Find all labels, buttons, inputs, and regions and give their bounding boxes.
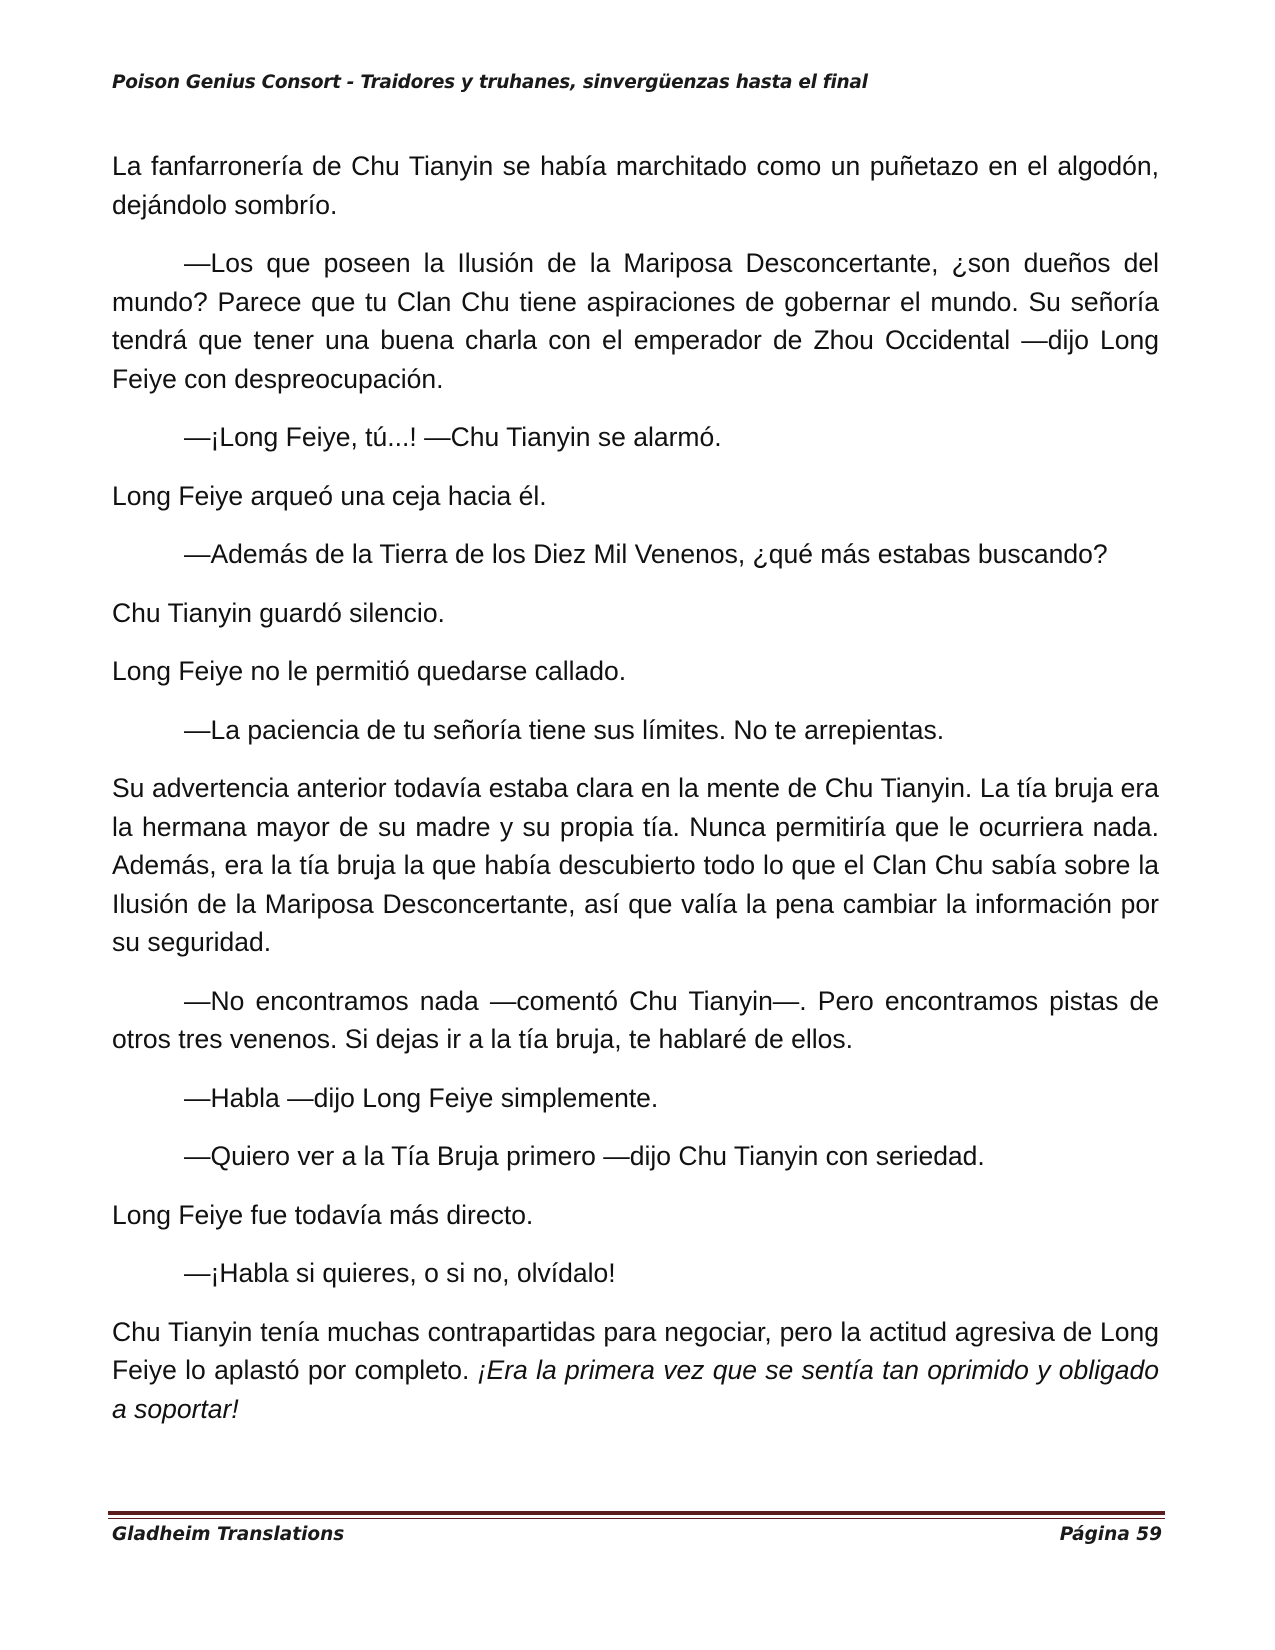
last-paragraph-text: Chu Tianyin tenía muchas contrapartidas para negociar, pero la actitud agresiva de Long Feiye lo aplastó por completo. (112, 1316, 1159, 1385)
paragraph: —¡Habla si quieres, o si no, olvídalo! (184, 1258, 616, 1288)
paragraph: Su advertencia anterior todavía estaba clara en la mente de Chu Tianyin. La tía bruja era la hermana mayor de su madre y su propia tía. Nunca permitiría que le ocurriera nada. Además, era la tía bruja la que había descubierto todo lo que el Clan Chu sabía sobre la Ilusión de la Mariposa Desconcertante, así que valía la pena cambiar la información por su seguridad. (112, 773, 1159, 957)
footer-rule-thick (108, 1511, 1165, 1515)
document-body (112, 147, 1159, 1448)
footer-translator: Gladheim Translations (112, 1524, 345, 1545)
running-header: Poison Genius Consort - Traidores y truhanes, sinvergüenzas hasta el final (112, 72, 868, 93)
paragraph: —La paciencia de tu señoría tiene sus límites. No te arrepientas. (184, 714, 945, 745)
paragraph: Long Feiye no le permitió quedarse callado. (112, 656, 627, 686)
paragraph: —¡Long Feiye, tú...! —Chu Tianyin se alarmó. (184, 422, 722, 452)
paragraph: Long Feiye arqueó una ceja hacia él. (112, 480, 547, 511)
paragraph: —Habla —dijo Long Feiye simplemente. (184, 1082, 659, 1113)
paragraph: —Los que poseen la Ilusión de la Mariposa Desconcertante, ¿son dueños del mundo? Parece que tu Clan Chu tiene aspiraciones de gobernar el mundo. Su señoría tendrá que tener una buena charla con el emperador de Zhou Occidental —dijo Long Feiye con despreocupación. (112, 248, 1159, 394)
last-paragraph (112, 1313, 1159, 1429)
footer-page-number: Página 59 (1059, 1524, 1162, 1545)
paragraph: Chu Tianyin guardó silencio. (112, 597, 445, 628)
paragraph: —Quiero ver a la Tía Bruja primero —dijo Chu Tianyin con seriedad. (184, 1141, 985, 1171)
paragraph: —Además de la Tierra de los Diez Mil Venenos, ¿qué más estabas buscando? (184, 539, 1108, 569)
paragraph: Long Feiye fue todavía más directo. (112, 1199, 534, 1230)
paragraph: —No encontramos nada —comentó Chu Tianyin—. Pero encontramos pistas de otros tres venenos. Si dejas ir a la tía bruja, te hablaré de ellos. (112, 985, 1159, 1054)
last-paragraph-italic: ¡Era la primera vez que se sentía tan oprimido y obligado a soportar! (112, 1355, 1160, 1424)
paragraph: La fanfarronería de Chu Tianyin se había marchitado como un puñetazo en el algodón, dejándolo sombrío. (112, 151, 1159, 220)
footer-rule-thin (108, 1518, 1165, 1519)
